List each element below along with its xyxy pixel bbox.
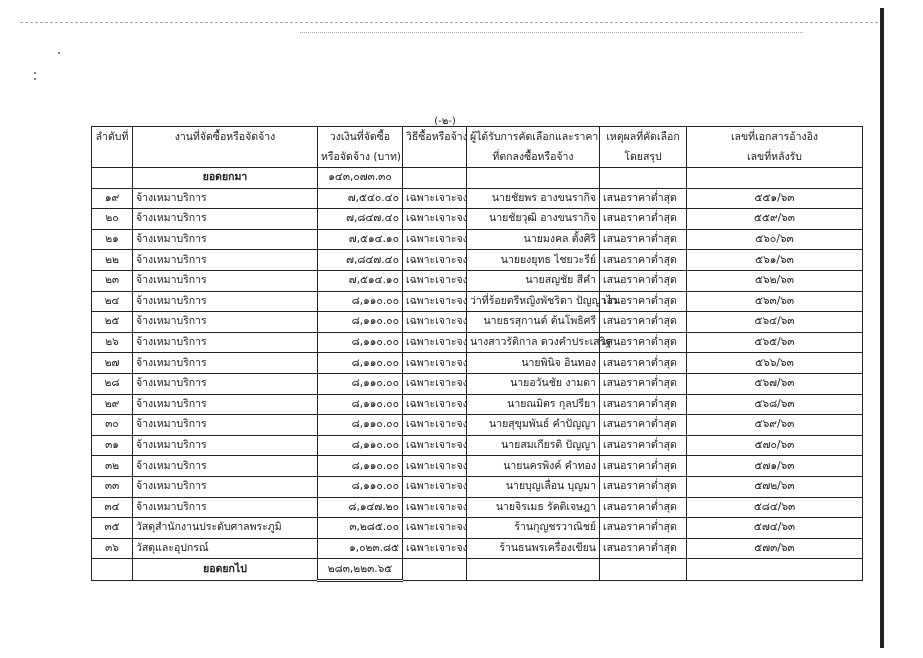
row-method: เฉพาะเจาะจง [403,456,467,477]
row-ref: ๕๖๙/๖๓ [687,415,863,436]
col-header-item: งานที่จัดซื้อหรือจัดจ้าง [133,127,318,148]
carry-in-label: ยอดยกมา [133,168,318,189]
row-method: เฉพาะเจาะจง [403,497,467,518]
row-reason: เสนอราคาต่ำสุด [600,394,687,415]
scan-speck [34,72,36,74]
row-item: จ้างเหมาบริการ [133,435,318,456]
row-ref: ๕๖๕/๖๓ [687,332,863,353]
row-number: ๒๖ [92,332,133,353]
row-ref: ๕๘๔/๖๓ [687,497,863,518]
row-ref: ๕๖๒/๖๓ [687,270,863,291]
row-ref: ๕๖๖/๖๓ [687,353,863,374]
carry-out-label: ยอดยกไป [133,559,318,581]
col-header-method: วิธีซื้อหรือจ้าง [403,127,467,148]
row-reason: เสนอราคาต่ำสุด [600,270,687,291]
table-row [92,518,863,539]
row-vendor: นายจิรเมธ รัตติเจษฎา [467,497,600,518]
row-item: จ้างเหมาบริการ [133,373,318,394]
col-header-no: ลำดับที่ [92,127,133,148]
row-method: เฉพาะเจาะจง [403,394,467,415]
row-number: ๒๑ [92,229,133,250]
row-vendor: นายบุญเลื่อน บุญมา [467,476,600,497]
carry-in-row [92,168,863,189]
page-number: (-๒-) [434,116,456,127]
row-method: เฉพาะเจาะจง [403,312,467,333]
row-reason: เสนอราคาต่ำสุด [600,435,687,456]
header-row [92,127,863,148]
procurement-table [91,126,863,582]
table-row [92,332,863,353]
table-row [92,270,863,291]
row-ref: ๕๗๐/๖๓ [687,435,863,456]
carry-out-amount: ๒๘๓,๒๒๓.๖๕ [318,559,403,581]
row-number: ๓๒ [92,456,133,477]
row-reason: เสนอราคาต่ำสุด [600,209,687,230]
row-item: จ้างเหมาบริการ [133,270,318,291]
row-method: เฉพาะเจาะจง [403,353,467,374]
table-row [92,229,863,250]
row-method: เฉพาะเจาะจง [403,415,467,436]
row-ref: ๕๖๑/๖๓ [687,250,863,271]
row-number: ๒๘ [92,373,133,394]
row-number: ๓๕ [92,518,133,539]
row-item: จ้างเหมาบริการ [133,497,318,518]
row-method: เฉพาะเจาะจง [403,209,467,230]
row-reason: เสนอราคาต่ำสุด [600,476,687,497]
row-reason: เสนอราคาต่ำสุด [600,332,687,353]
row-item: จ้างเหมาบริการ [133,250,318,271]
row-amount: ๘,๑๑๐.๐๐ [318,435,403,456]
row-item: จ้างเหมาบริการ [133,476,318,497]
row-method: เฉพาะเจาะจง [403,373,467,394]
row-amount: ๘,๑๑๐.๐๐ [318,373,403,394]
row-ref: ๕๗๓/๖๓ [687,538,863,559]
row-reason: เสนอราคาต่ำสุด [600,291,687,312]
carry-out-row [92,559,863,581]
row-vendor: นายชัยพร อางขนรากิจ [467,188,600,209]
table-row [92,538,863,559]
row-item: จ้างเหมาบริการ [133,291,318,312]
row-ref: ๕๖๔/๖๓ [687,312,863,333]
header-row [92,147,863,168]
row-item: จ้างเหมาบริการ [133,312,318,333]
row-amount: ๑,๐๒๓.๘๕ [318,538,403,559]
scan-speck [34,78,36,80]
row-method: เฉพาะเจาะจง [403,435,467,456]
row-number: ๓๖ [92,538,133,559]
row-reason: เสนอราคาต่ำสุด [600,250,687,271]
table-row [92,291,863,312]
row-number: ๒๙ [92,394,133,415]
row-amount: ๗,๘๔๗.๔๐ [318,250,403,271]
row-ref: ๕๖๐/๖๓ [687,229,863,250]
row-ref: ๕๗๒/๖๓ [687,476,863,497]
row-vendor: นางสาวรัติกาล ดวงคำประเสริฐ [467,332,600,353]
row-vendor: นายชัยวุฒิ อางขนรากิจ [467,209,600,230]
row-method: เฉพาะเจาะจง [403,476,467,497]
row-item: วัสดุสำนักงานประดับศาลพระภูมิ [133,518,318,539]
col-header-no-2 [92,147,133,168]
row-method: เฉพาะเจาะจง [403,291,467,312]
row-ref: ๕๕๑/๖๓ [687,188,863,209]
table-row [92,312,863,333]
row-ref: ๕๗๔/๖๓ [687,518,863,539]
row-vendor: ร้านกุญชรวาณิชย์ [467,518,600,539]
row-amount: ๗,๕๑๔.๑๐ [318,270,403,291]
row-reason: เสนอราคาต่ำสุด [600,353,687,374]
row-number: ๓๓ [92,476,133,497]
row-method: เฉพาะเจาะจง [403,270,467,291]
row-reason: เสนอราคาต่ำสุด [600,497,687,518]
scan-speck [58,52,60,54]
scan-edge-line [300,32,803,33]
row-item: จ้างเหมาบริการ [133,332,318,353]
row-number: ๒๒ [92,250,133,271]
row-reason: เสนอราคาต่ำสุด [600,312,687,333]
table-row [92,353,863,374]
col-header-amount: วงเงินที่จัดซื้อ [318,127,403,148]
row-amount: ๘,๑๑๐.๐๐ [318,456,403,477]
row-amount: ๘,๑๑๐.๐๐ [318,332,403,353]
col-header-vendor: ผู้ได้รับการคัดเลือกและราคา [467,127,600,148]
row-item: จ้างเหมาบริการ [133,394,318,415]
row-item: จ้างเหมาบริการ [133,209,318,230]
row-ref: ๕๕๙/๖๓ [687,209,863,230]
row-number: ๑๙ [92,188,133,209]
row-item: จ้างเหมาบริการ [133,415,318,436]
table-row [92,394,863,415]
row-vendor: นายยงยุทธ ไชยวะรีย์ [467,250,600,271]
row-vendor: นายพินิจ อินทอง [467,353,600,374]
row-ref: ๕๖๘/๖๓ [687,394,863,415]
row-ref: ๕๖๗/๖๓ [687,373,863,394]
row-number: ๒๗ [92,353,133,374]
row-vendor: นายธรสุกานต์ ต้นโพธิศรี [467,312,600,333]
row-amount: ๗,๕๑๔.๑๐ [318,229,403,250]
row-amount: ๓,๒๘๕.๐๐ [318,518,403,539]
row-number: ๓๐ [92,415,133,436]
table-row [92,373,863,394]
row-vendor: ร้านธนพรเครื่องเขียน [467,538,600,559]
col-header-reason-2: โดยสรุป [600,147,687,168]
row-reason: เสนอราคาต่ำสุด [600,415,687,436]
row-number: ๓๔ [92,497,133,518]
table-row [92,497,863,518]
row-method: เฉพาะเจาะจง [403,229,467,250]
scan-edge-line [20,22,883,23]
table-row [92,456,863,477]
col-header-ref-2: เลขที่หลังรับ [687,147,863,168]
col-header-reason: เหตุผลที่คัดเลือก [600,127,687,148]
carry-in-amount: ๑๔๓,๐๗๓.๓๐ [318,168,403,189]
row-vendor: นายณมิตร กุลปรียา [467,394,600,415]
row-vendor: นายสมเกียรติ ปัญญา [467,435,600,456]
table-row [92,250,863,271]
col-header-ref: เลขที่เอกสารอ้างอิง [687,127,863,148]
row-amount: ๘,๑๑๐.๐๐ [318,476,403,497]
row-item: จ้างเหมาบริการ [133,353,318,374]
row-item: จ้างเหมาบริการ [133,456,318,477]
row-reason: เสนอราคาต่ำสุด [600,538,687,559]
table-row [92,209,863,230]
row-reason: เสนอราคาต่ำสุด [600,518,687,539]
row-number: ๒๓ [92,270,133,291]
row-vendor: นายสุขุมพันธ์ คำปัญญา [467,415,600,436]
row-number: ๒๕ [92,312,133,333]
row-item: วัสดุและอุปกรณ์ [133,538,318,559]
row-amount: ๗,๕๔๐.๔๐ [318,188,403,209]
col-header-amount-2: หรือจัดจ้าง (บาท) [318,147,403,168]
row-item: จ้างเหมาบริการ [133,188,318,209]
row-vendor: นายอวันชัย งามดา [467,373,600,394]
table-row [92,415,863,436]
row-amount: ๘,๑๑๐.๐๐ [318,353,403,374]
row-amount: ๗,๘๔๗.๔๐ [318,209,403,230]
row-method: เฉพาะเจาะจง [403,188,467,209]
col-header-method-2 [403,147,467,168]
row-method: เฉพาะเจาะจง [403,518,467,539]
row-number: ๓๑ [92,435,133,456]
table-row [92,435,863,456]
row-amount: ๘,๑๑๐.๐๐ [318,415,403,436]
col-header-item-2 [133,147,318,168]
row-number: ๒๔ [92,291,133,312]
row-amount: ๘,๑๑๐.๐๐ [318,291,403,312]
row-vendor: นายมงคล ตั้งศิริ [467,229,600,250]
row-method: เฉพาะเจาะจง [403,250,467,271]
row-amount: ๘,๑๑๐.๐๐ [318,394,403,415]
row-number: ๒๐ [92,209,133,230]
row-method: เฉพาะเจาะจง [403,538,467,559]
row-reason: เสนอราคาต่ำสุด [600,373,687,394]
scan-border-bar [880,8,884,648]
table-row [92,476,863,497]
col-header-vendor-2: ที่ตกลงซื้อหรือจ้าง [467,147,600,168]
row-ref: ๕๗๑/๖๓ [687,456,863,477]
row-method: เฉพาะเจาะจง [403,332,467,353]
row-vendor: นายนครพิงค์ คำทอง [467,456,600,477]
row-reason: เสนอราคาต่ำสุด [600,229,687,250]
row-reason: เสนอราคาต่ำสุด [600,188,687,209]
row-amount: ๘,๑๑๐.๐๐ [318,312,403,333]
row-item: จ้างเหมาบริการ [133,229,318,250]
row-ref: ๕๖๓/๖๓ [687,291,863,312]
row-vendor: ว่าที่ร้อยตรีหญิงพัชริดา ปัญญาไว [467,291,600,312]
row-reason: เสนอราคาต่ำสุด [600,456,687,477]
row-amount: ๘,๑๔๗.๒๐ [318,497,403,518]
row-vendor: นายสญชัย สีคำ [467,270,600,291]
table-row [92,188,863,209]
